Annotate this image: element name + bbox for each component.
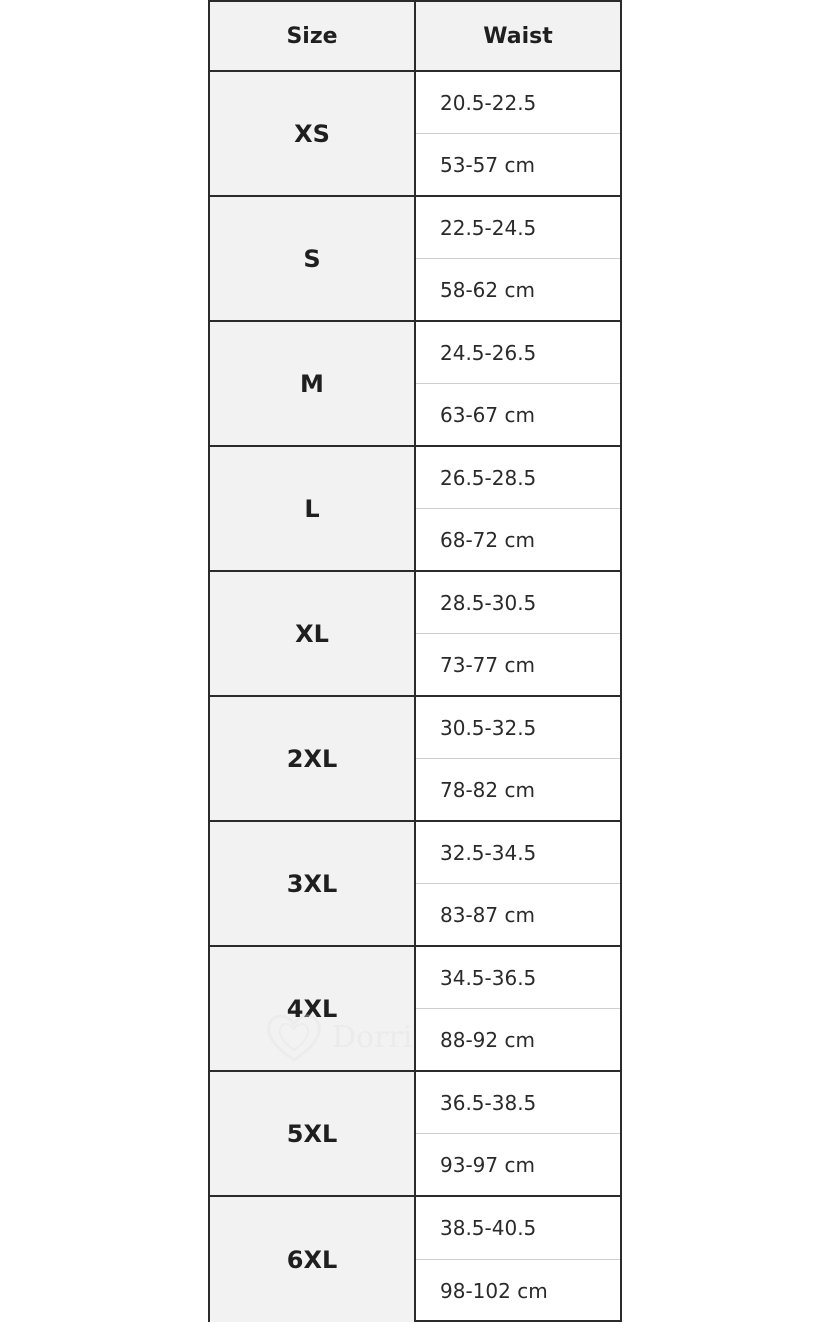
size-cell: M [210, 322, 416, 447]
size-chart-table [208, 0, 622, 1322]
waist-inch-value: 30.5-32.5 [416, 697, 620, 759]
waist-inch-value: 26.5-28.5 [416, 447, 620, 509]
size-cell: 2XL [210, 697, 416, 822]
waist-inch-value: 20.5-22.5 [416, 72, 620, 134]
size-cell: L [210, 447, 416, 572]
waist-inch-value: 22.5-24.5 [416, 197, 620, 259]
size-cell: 3XL [210, 822, 416, 947]
header-size: Size [210, 2, 416, 72]
size-cell: 6XL [210, 1197, 416, 1322]
waist-cell [416, 822, 620, 947]
waist-cell [416, 447, 620, 572]
waist-cell [416, 1197, 620, 1322]
waist-cm-value: 78-82 cm [440, 777, 535, 802]
waist-inch-value: 36.5-38.5 [416, 1072, 620, 1134]
size-cell: S [210, 197, 416, 322]
waist-inch-value: 38.5-40.5 [416, 1197, 620, 1260]
waist-cm-value: 73-77 cm [440, 652, 535, 677]
watermark-text: Dorri [332, 1019, 413, 1055]
waist-cm-value: 93-97 cm [440, 1152, 535, 1177]
waist-cell [416, 72, 620, 197]
waist-inch-value: 28.5-30.5 [416, 572, 620, 634]
waist-cell [416, 322, 620, 447]
waist-cell [416, 197, 620, 322]
size-cell: 5XL [210, 1072, 416, 1197]
header-waist: Waist [416, 2, 620, 72]
waist-cm-value: 98-102 cm [440, 1279, 548, 1303]
waist-cm-value: 68-72 cm [440, 527, 535, 552]
waist-cm-value: 88-92 cm [440, 1027, 535, 1052]
waist-cell [416, 572, 620, 697]
waist-cell [416, 697, 620, 822]
waist-cm-value: 58-62 cm [440, 277, 535, 302]
waist-inch-value: 32.5-34.5 [416, 822, 620, 884]
waist-cell [416, 947, 620, 1072]
waist-cm-value: 63-67 cm [440, 402, 535, 427]
size-cell: 4XL [210, 947, 416, 1072]
waist-inch-value: 34.5-36.5 [416, 947, 620, 1009]
waist-cm-value: 53-57 cm [440, 152, 535, 177]
size-cell: XL [210, 572, 416, 697]
waist-cm-value: 83-87 cm [440, 902, 535, 927]
waist-cell [416, 1072, 620, 1197]
size-cell: XS [210, 72, 416, 197]
waist-inch-value: 24.5-26.5 [416, 322, 620, 384]
